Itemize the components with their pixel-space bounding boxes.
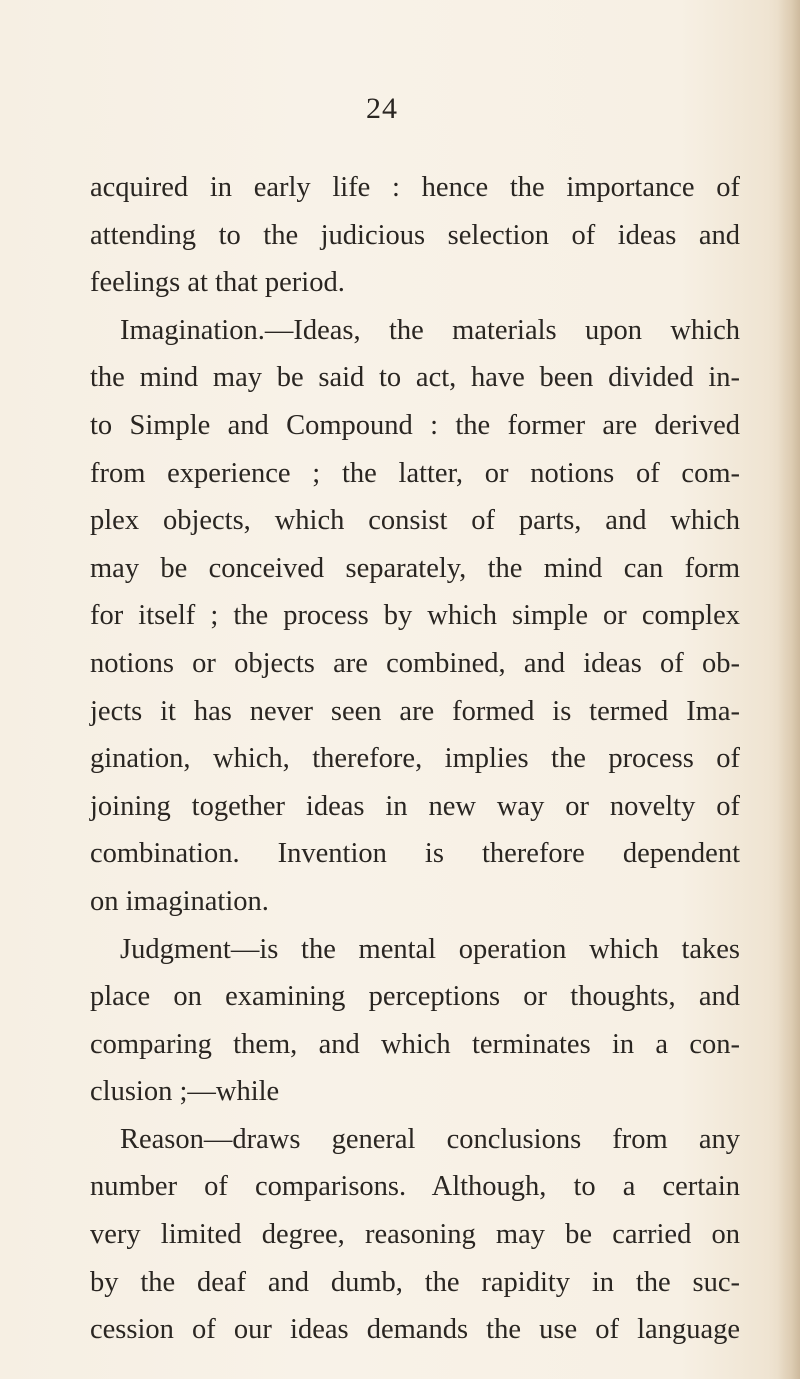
text-line: comparing them, and which terminates in a con- xyxy=(90,1028,740,1060)
text-line: from experience ; the latter, or notions of com- xyxy=(90,457,740,489)
text-line: Imagination.—Ideas, the materials upon which xyxy=(120,314,740,346)
text-line: place on examining perceptions or thoughts, and xyxy=(90,981,740,1013)
text-line: Reason—draws general conclusions from any xyxy=(120,1123,740,1155)
text-line: number of comparisons. Although, to a certain xyxy=(90,1171,740,1203)
text-line: feelings at that period. xyxy=(90,267,345,299)
text-line: cession of our ideas demands the use of language xyxy=(90,1314,740,1346)
text-line: the mind may be said to act, have been divided in- xyxy=(90,362,740,394)
text-line: acquired in early life : hence the importance of xyxy=(90,172,740,203)
text-line: on imagination. xyxy=(90,885,269,917)
body-text xyxy=(90,164,740,1354)
text-line: Judgment—is the mental operation which takes xyxy=(120,933,740,965)
text-line: gination, which, therefore, implies the process of xyxy=(90,743,740,775)
page-edge-shadow xyxy=(778,0,800,1379)
text-line: plex objects, which consist of parts, and which xyxy=(90,505,740,537)
text-line: clusion ;—while xyxy=(90,1076,280,1108)
text-line: very limited degree, reasoning may be carried on xyxy=(90,1219,740,1251)
text-line: joining together ideas in new way or novelty of xyxy=(90,790,740,822)
text-line: notions or objects are combined, and ideas of ob- xyxy=(90,647,740,679)
text-line: by the deaf and dumb, the rapidity in the suc- xyxy=(90,1266,740,1298)
page-number: 24 xyxy=(366,92,398,125)
text-line: for itself ; the process by which simple or complex xyxy=(90,600,740,632)
text-line: combination. Invention is therefore dependent xyxy=(90,838,740,870)
text-line: jects it has never seen are formed is termed Ima- xyxy=(90,695,740,727)
text-line: attending to the judicious selection of ideas and xyxy=(90,219,740,251)
text-line: to Simple and Compound : the former are derived xyxy=(90,409,740,441)
text-line: may be conceived separately, the mind can form xyxy=(90,552,740,584)
